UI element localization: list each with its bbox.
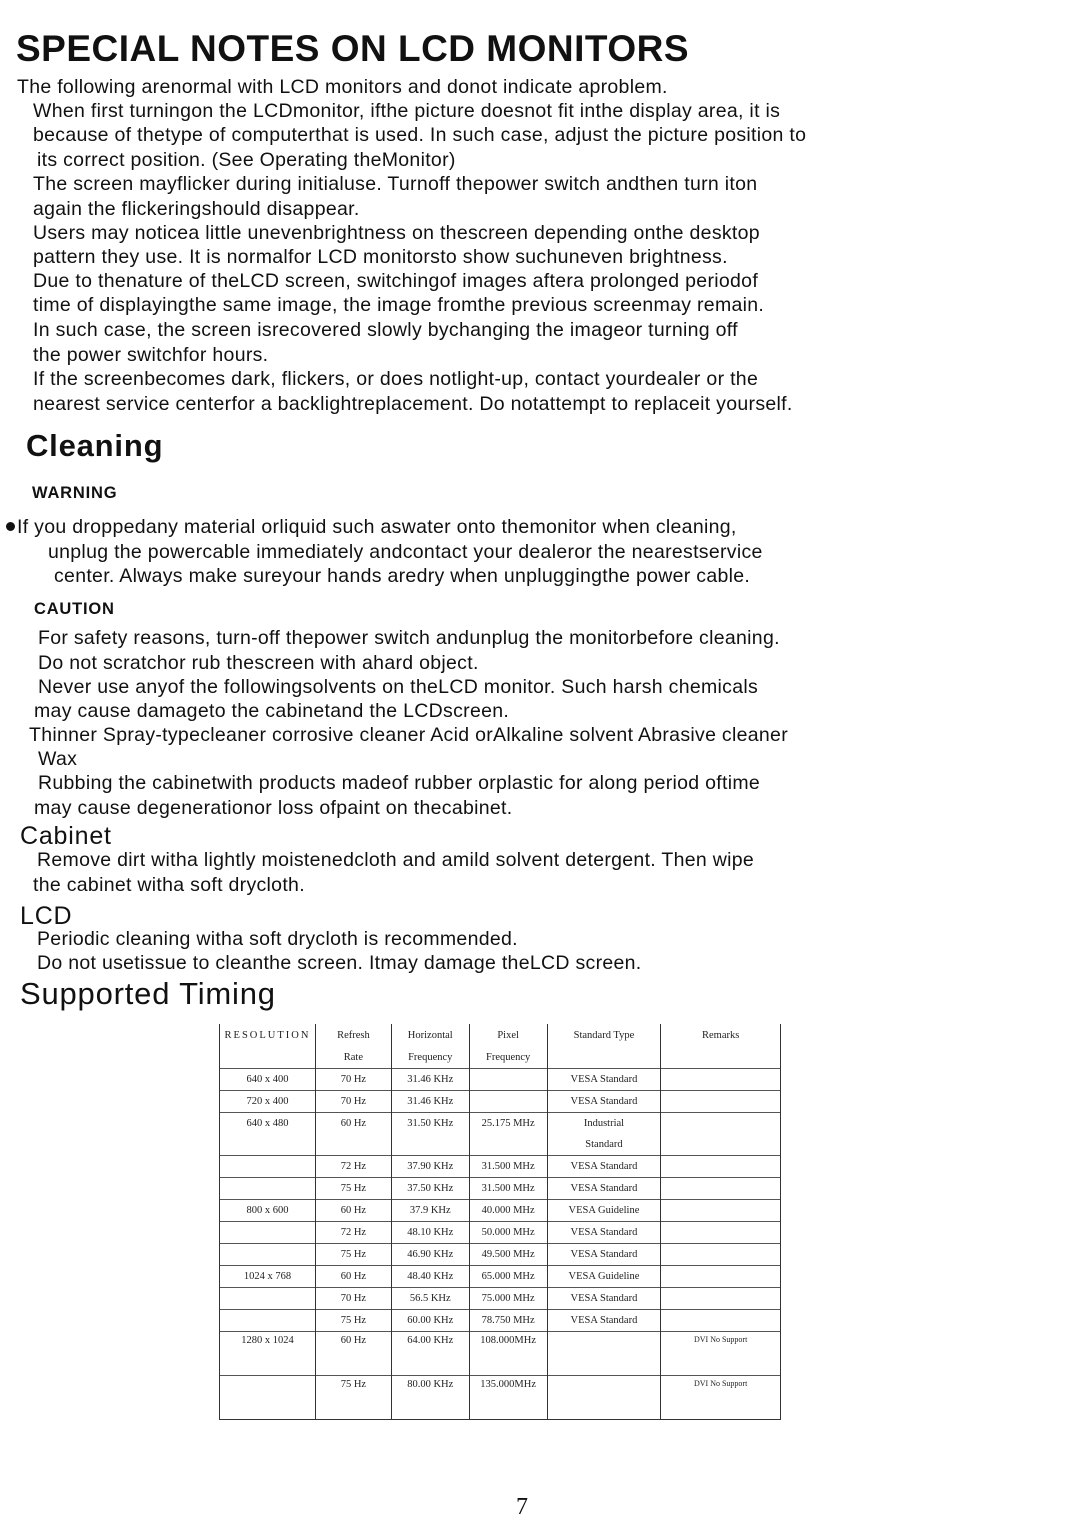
caution-line: Thinner Spray-typecleaner corrosive cleaner Acid orAlkaline solvent Abrasive cleaner bbox=[29, 724, 788, 746]
header-horizontal: Horizontal bbox=[391, 1024, 469, 1046]
page-number: 7 bbox=[516, 1494, 528, 1520]
table-row: Standard bbox=[220, 1134, 781, 1156]
caution-line: may cause damageto the cabinetand the LCDscreen. bbox=[34, 700, 510, 722]
intro-line: time of displayingthe same image, the image fromthe previous screenmay remain. bbox=[33, 294, 765, 316]
caution-line: Never use anyof the followingsolvents on theLCD monitor. Such harsh chemicals bbox=[38, 676, 759, 698]
intro-line: because of thetype of computerthat is used. In such case, adjust the picture position to bbox=[33, 124, 807, 146]
timing-table bbox=[219, 1024, 781, 1420]
header-standard: Standard Type bbox=[547, 1024, 661, 1046]
lcd-heading: LCD bbox=[20, 902, 73, 930]
intro-line: again the flickeringshould disappear. bbox=[33, 198, 360, 220]
table-header-row bbox=[220, 1046, 781, 1069]
caution-line: Rubbing the cabinetwith products madeof rubber orplastic for along period oftime bbox=[38, 772, 761, 794]
intro-line: its correct position. (See Operating theMonitor) bbox=[37, 149, 456, 171]
header-horizontal-sub: Frequency bbox=[391, 1046, 469, 1069]
table-row: 75 Hz 60.00 KHz 78.750 MHz VESA Standard bbox=[220, 1310, 781, 1332]
intro-line: The screen mayflicker during initialuse. Turnoff thepower switch andthen turn iton bbox=[33, 173, 758, 195]
cabinet-line: the cabinet witha soft drycloth. bbox=[33, 874, 305, 896]
cleaning-heading: Cleaning bbox=[26, 428, 164, 463]
table-row: 75 Hz 46.90 KHz 49.500 MHz VESA Standard bbox=[220, 1244, 781, 1266]
table-row: 75 Hz 37.50 KHz 31.500 MHz VESA Standard bbox=[220, 1178, 781, 1200]
table-row: 640 x 480 60 Hz 31.50 KHz 25.175 MHz Industrial bbox=[220, 1113, 781, 1135]
caution-line: may cause degenerationor loss ofpaint on thecabinet. bbox=[34, 797, 513, 819]
intro-line: the power switchfor hours. bbox=[33, 344, 269, 366]
warning-label: WARNING bbox=[32, 484, 118, 502]
caution-line: For safety reasons, turn-off thepower switch andunplug the monitorbefore cleaning. bbox=[38, 627, 780, 649]
table-row: 72 Hz 48.10 KHz 50.000 MHz VESA Standard bbox=[220, 1222, 781, 1244]
warning-line: If you droppedany material orliquid such aswater onto themonitor when cleaning, bbox=[6, 515, 737, 539]
bullet-icon bbox=[6, 522, 15, 531]
warning-line: center. Always make sureyour hands aredry when unpluggingthe power cable. bbox=[54, 565, 751, 587]
header-pixel-sub: Frequency bbox=[469, 1046, 547, 1069]
caution-label: CAUTION bbox=[34, 600, 115, 618]
table-row: 800 x 600 60 Hz 37.9 KHz 40.000 MHz VESA Guideline bbox=[220, 1200, 781, 1222]
intro-line: Users may noticea little unevenbrightness on thescreen depending onthe desktop bbox=[33, 222, 760, 244]
intro-line: pattern they use. It is normalfor LCD monitorsto show suchuneven brightness. bbox=[33, 246, 728, 268]
table-header-row bbox=[220, 1024, 781, 1046]
lcd-line: Periodic cleaning witha soft drycloth is recommended. bbox=[37, 928, 518, 950]
intro-line: When first turningon the LCDmonitor, ifthe picture doesnot fit inthe display area, it is bbox=[33, 100, 781, 122]
table-row: 1280 x 1024 60 Hz 64.00 KHz 108.000MHz DVI No Support bbox=[220, 1332, 781, 1376]
caution-line: Wax bbox=[38, 748, 78, 770]
intro-line: In such case, the screen isrecovered slowly bychanging the imageor turning off bbox=[33, 319, 738, 341]
header-refresh-sub: Rate bbox=[315, 1046, 391, 1069]
header-pixel: Pixel bbox=[469, 1024, 547, 1046]
table-row: 720 x 400 70 Hz 31.46 KHz VESA Standard bbox=[220, 1091, 781, 1113]
intro-line: nearest service centerfor a backlightreplacement. Do notattempt to replaceit yourself. bbox=[33, 393, 793, 415]
intro-line: If the screenbecomes dark, flickers, or does notlight-up, contact yourdealer or the bbox=[33, 368, 759, 390]
cabinet-line: Remove dirt witha lightly moistenedcloth and amild solvent detergent. Then wipe bbox=[37, 849, 755, 871]
cabinet-heading: Cabinet bbox=[20, 822, 112, 850]
caution-line: Do not scratchor rub thescreen with ahard object. bbox=[38, 652, 479, 674]
header-resolution: RESOLUTION bbox=[220, 1024, 316, 1046]
header-remarks: Remarks bbox=[661, 1024, 781, 1046]
table-row: 72 Hz 37.90 KHz 31.500 MHz VESA Standard bbox=[220, 1156, 781, 1178]
timing-heading: Supported Timing bbox=[20, 976, 276, 1011]
intro-line: The following arenormal with LCD monitors and donot indicate aproblem. bbox=[17, 76, 668, 98]
page-title: SPECIAL NOTES ON LCD MONITORS bbox=[16, 28, 690, 69]
lcd-line: Do not usetissue to cleanthe screen. Itmay damage theLCD screen. bbox=[37, 952, 642, 974]
table-row: 75 Hz 80.00 KHz 135.000MHz DVI No Support bbox=[220, 1376, 781, 1420]
table-row: 1024 x 768 60 Hz 48.40 KHz 65.000 MHz VESA Guideline bbox=[220, 1266, 781, 1288]
table-row: 640 x 400 70 Hz 31.46 KHz VESA Standard bbox=[220, 1069, 781, 1091]
intro-line: Due to thenature of theLCD screen, switchingof images aftera prolonged periodof bbox=[33, 270, 759, 292]
table-row: 70 Hz 56.5 KHz 75.000 MHz VESA Standard bbox=[220, 1288, 781, 1310]
warning-line: unplug the powercable immediately andcontact your dealeror the nearestservice bbox=[48, 541, 763, 563]
header-refresh: Refresh bbox=[315, 1024, 391, 1046]
